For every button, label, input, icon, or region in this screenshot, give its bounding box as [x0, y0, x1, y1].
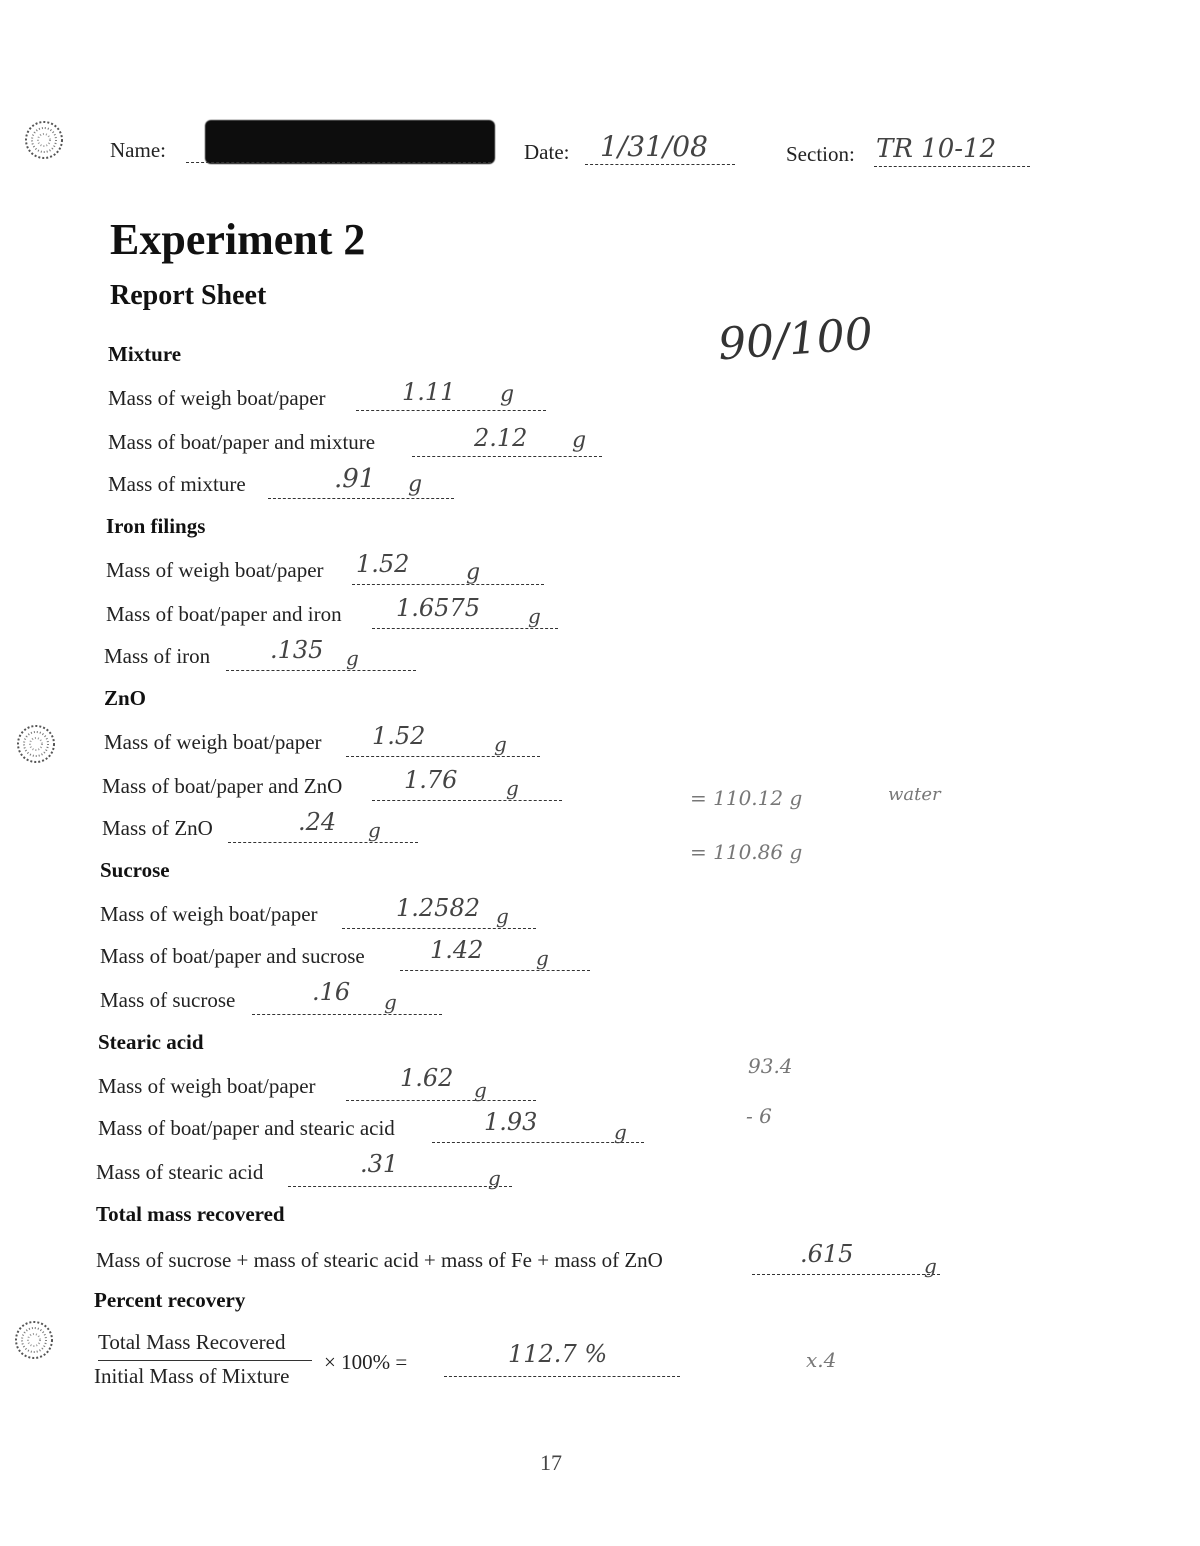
percent-underline	[444, 1376, 680, 1377]
row-unit: g	[572, 428, 587, 453]
row-unit: g	[496, 904, 509, 928]
row-underline	[346, 756, 540, 757]
grade: 90/100	[716, 308, 875, 371]
row-unit: g	[494, 732, 507, 756]
page-subtitle: Report Sheet	[110, 280, 267, 311]
row-value: 1.2582	[396, 894, 480, 922]
punch-hole-top	[24, 120, 64, 160]
row-value: 1.62	[400, 1064, 454, 1092]
total-heading: Total mass recovered	[96, 1202, 285, 1226]
row-value: 1.6575	[396, 594, 480, 622]
row-underline	[412, 456, 602, 457]
date-underline	[585, 164, 735, 165]
row-underline	[352, 584, 544, 585]
total-formula: Mass of sucrose + mass of stearic acid + mass of Fe + mass of ZnO	[96, 1248, 663, 1272]
row-value: 1.52	[372, 722, 426, 750]
row-label: Mass of mixture	[108, 472, 246, 496]
row-underline	[432, 1142, 644, 1143]
row-label: Mass of weigh boat/paper	[106, 558, 324, 582]
row-value: .16	[312, 978, 351, 1006]
row-underline	[342, 928, 536, 929]
row-unit: g	[346, 646, 359, 670]
row-label: Mass of weigh boat/paper	[104, 730, 322, 754]
row-label: Mass of boat/paper and mixture	[108, 430, 376, 454]
page-number: 17	[540, 1450, 562, 1475]
section-value: TR 10-12	[876, 134, 997, 164]
date-value: 1/31/08	[600, 130, 708, 163]
row-label: Mass of weigh boat/paper	[108, 386, 326, 410]
row-label: Mass of weigh boat/paper	[98, 1074, 316, 1098]
side-note: x.4	[806, 1348, 837, 1372]
row-unit: g	[408, 472, 423, 497]
row-value: 1.93	[484, 1108, 538, 1136]
name-redaction	[205, 120, 495, 164]
row-unit: g	[368, 818, 381, 842]
row-underline	[268, 498, 454, 499]
total-underline	[752, 1274, 940, 1275]
row-label: Mass of stearic acid	[96, 1160, 264, 1184]
date-label: Date:	[524, 140, 570, 164]
percent-heading: Percent recovery	[94, 1288, 246, 1312]
row-value: 1.42	[430, 936, 484, 964]
row-label: Mass of sucrose	[100, 988, 236, 1012]
row-label: Mass of weigh boat/paper	[100, 902, 318, 926]
row-value: .24	[298, 808, 337, 836]
row-unit: g	[488, 1166, 501, 1190]
section-heading-stearic: Stearic acid	[98, 1030, 204, 1054]
punch-hole-bottom	[14, 1320, 54, 1360]
row-value: 1.76	[404, 766, 458, 794]
total-unit: g	[924, 1254, 937, 1278]
row-unit: g	[528, 604, 541, 628]
fraction-bar	[98, 1360, 312, 1361]
section-underline	[874, 166, 1030, 167]
row-unit: g	[466, 560, 481, 585]
row-value: .31	[360, 1150, 399, 1178]
percent-numerator: Total Mass Recovered	[98, 1330, 286, 1354]
percent-operator: × 100% =	[324, 1350, 408, 1374]
row-underline	[372, 628, 558, 629]
section-label: Section:	[786, 142, 855, 166]
name-label: Name:	[110, 138, 166, 162]
side-note: 93.4	[748, 1054, 793, 1078]
section-heading-mixture: Mixture	[108, 342, 182, 366]
side-note: = 110.86 g	[690, 840, 803, 864]
punch-hole-middle	[16, 724, 56, 764]
row-unit: g	[500, 382, 515, 407]
row-unit: g	[506, 776, 519, 800]
row-underline	[288, 1186, 512, 1187]
page-title: Experiment 2	[110, 215, 366, 264]
row-underline	[372, 800, 562, 801]
row-value: 2.12	[474, 424, 528, 452]
row-unit: g	[614, 1120, 627, 1144]
percent-value: 112.7 %	[508, 1340, 608, 1368]
row-underline	[346, 1100, 536, 1101]
section-heading-sucrose: Sucrose	[100, 858, 170, 882]
row-unit: g	[474, 1078, 487, 1102]
row-underline	[400, 970, 590, 971]
row-underline	[252, 1014, 442, 1015]
row-label: Mass of boat/paper and stearic acid	[98, 1116, 395, 1140]
row-unit: g	[536, 946, 549, 970]
row-underline	[356, 410, 546, 411]
row-underline	[228, 842, 418, 843]
side-note: = 110.12 g	[690, 786, 803, 810]
section-heading-iron: Iron filings	[106, 514, 206, 538]
percent-denominator: Initial Mass of Mixture	[94, 1364, 290, 1388]
row-value: 1.11	[402, 378, 456, 406]
row-label: Mass of boat/paper and iron	[106, 602, 342, 626]
row-value: .135	[270, 636, 324, 664]
row-unit: g	[384, 990, 397, 1014]
row-label: Mass of boat/paper and ZnO	[102, 774, 343, 798]
side-note: - 6	[746, 1104, 772, 1128]
row-value: .91	[334, 464, 376, 494]
section-heading-zno: ZnO	[104, 686, 147, 710]
total-value: .615	[800, 1240, 854, 1268]
row-label: Mass of iron	[104, 644, 211, 668]
row-underline	[226, 670, 416, 671]
name-underline	[186, 162, 491, 163]
row-label: Mass of ZnO	[102, 816, 213, 840]
row-value: 1.52	[356, 550, 410, 578]
side-note: water	[888, 784, 941, 805]
row-label: Mass of boat/paper and sucrose	[100, 944, 365, 968]
